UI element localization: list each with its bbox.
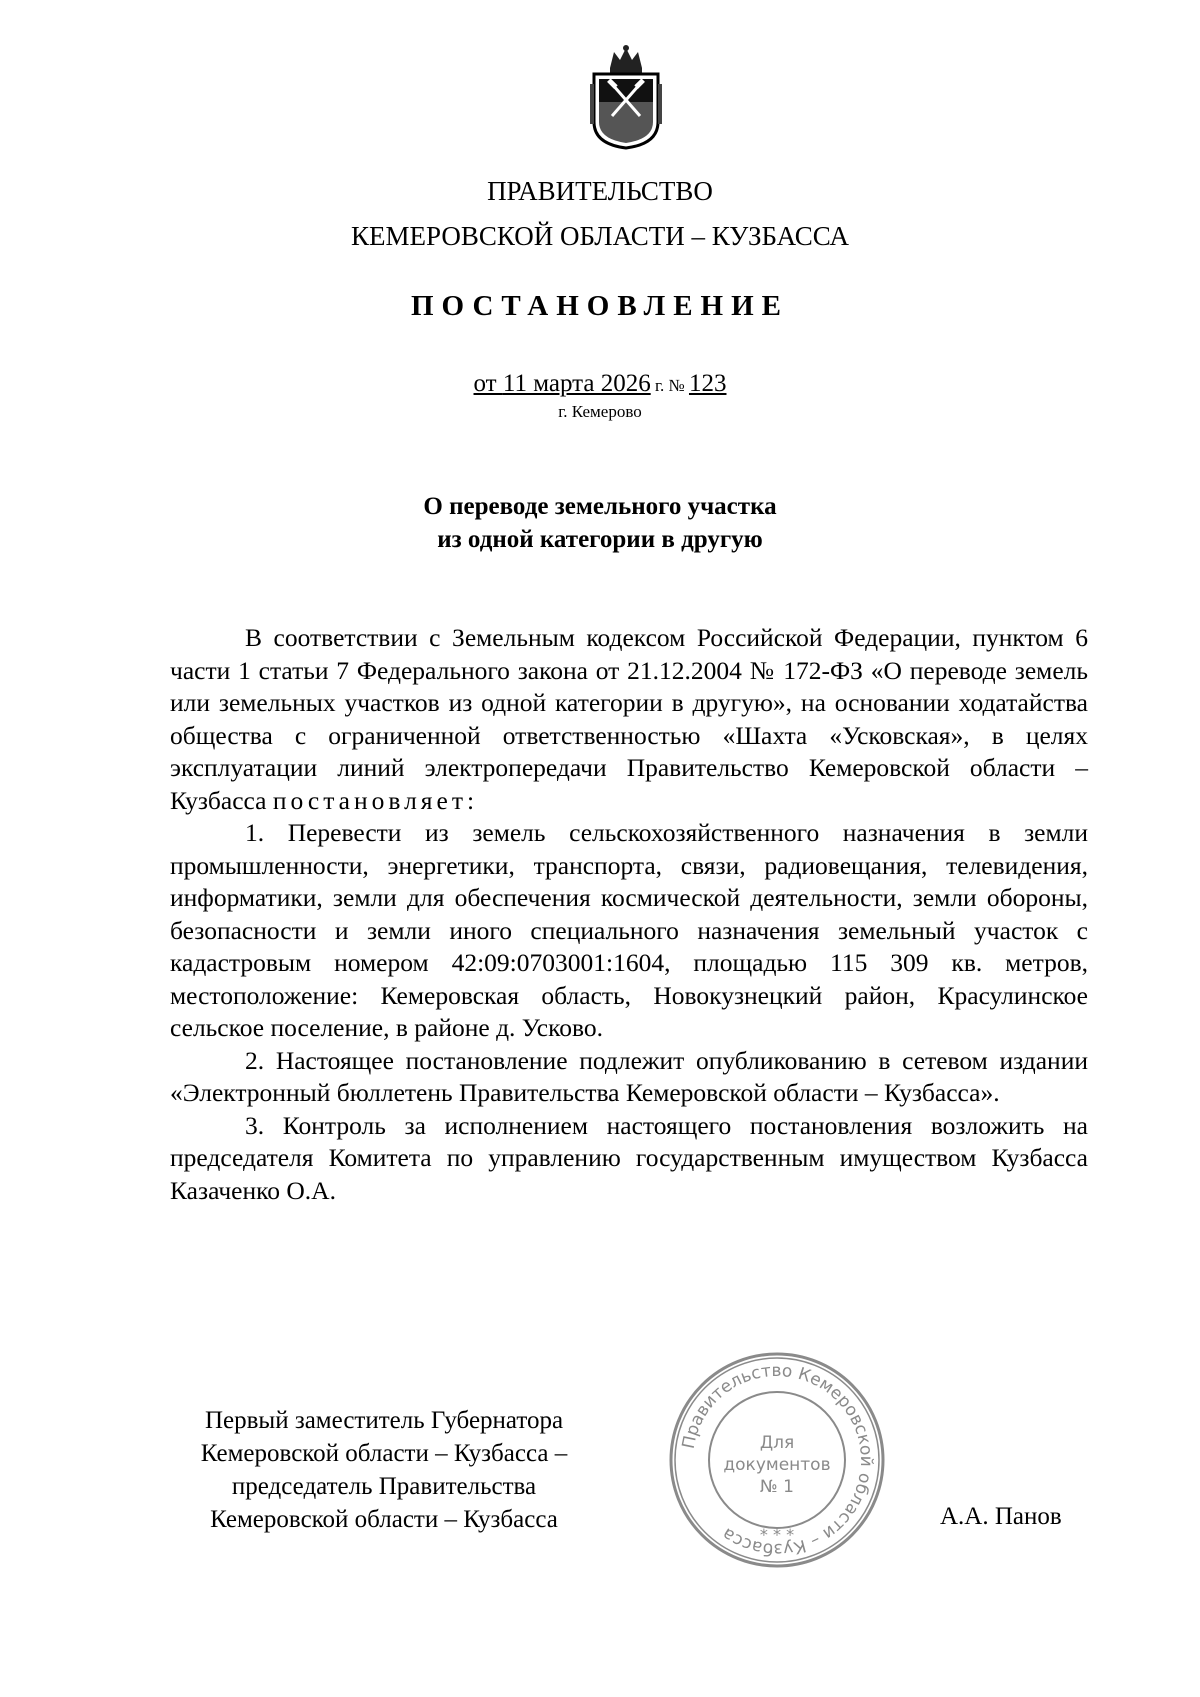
- item-3: 3. Контроль за исполнением настоящего постановления возложить на председателя Комитета по управлению государственным имуществом Кузбасса Казаченко О.А.: [170, 1110, 1088, 1205]
- date-number-line: [0, 370, 1200, 398]
- position-line2: Кемеровской области – Кузбасса –: [200, 1440, 568, 1467]
- position-line4: Кемеровской области – Кузбасса: [210, 1506, 558, 1533]
- position-line3: председатель Правительства: [231, 1473, 537, 1500]
- signatory-name: А.А. Панов: [940, 1503, 1062, 1530]
- preamble-text: В соответствии с Земельным кодексом Российской Федерации, пунктом 6 части 1 статьи 7 Федерального закона от 21.12.2004 № 172-ФЗ «О переводе земель или земельных участков из одной категории в другую», на основании ходатайства общества с ограниченной ответственностью «Шахта «Усковская», в целях эксплуатации линий электропередачи Правительство Кемеровской области – Кузбасса: [170, 623, 1088, 815]
- coat-of-arms-icon: [590, 44, 662, 150]
- year-number-label: г. №: [650, 376, 689, 395]
- signatory-position: [150, 1404, 618, 1536]
- subject-line2: из одной категории в другую: [437, 526, 763, 553]
- date-prefix: от: [473, 370, 503, 397]
- document-date: 11 марта 2026: [502, 370, 651, 397]
- org-name-line2: КЕМЕРОВСКОЙ ОБЛАСТИ – КУЗБАССА: [351, 221, 849, 251]
- position-line1: Первый заместитель Губернатора: [204, 1407, 564, 1434]
- stamp-ring-text: Правительство Кемеровской области – Кузбасса: [678, 1360, 877, 1560]
- decree-word: постановляет:: [272, 785, 479, 815]
- item-2: 2. Настоящее постановление подлежит опубликованию в сетевом издании «Электронный бюллетень Правительства Кемеровской области – Кузбасса».: [170, 1045, 1088, 1107]
- stamp-stars: * * *: [759, 1525, 795, 1544]
- official-stamp: [667, 1350, 887, 1570]
- org-name-line1: ПРАВИТЕЛЬСТВО: [487, 176, 713, 206]
- stamp-center-line2: документов: [723, 1455, 831, 1475]
- subject-line1: О переводе земельного участка: [423, 493, 777, 520]
- document-city: г. Кемерово: [558, 402, 642, 421]
- document-type: ПОСТАНОВЛЕНИЕ: [410, 290, 789, 322]
- document-subject: [0, 490, 1200, 556]
- document-body: [170, 622, 1088, 1207]
- stamp-center-line3: № 1: [760, 1477, 794, 1497]
- item-1: 1. Перевести из земель сельскохозяйственного назначения в земли промышленности, энергетики, транспорта, связи, радиовещания, телевидения, информатики, земли для обеспечения космической деятельности, земли обороны, безопасности и земли иного специального назначения земельный участок с кадастровым номером 42:09:0703001:1604, площадью 115 309 кв. метров, местоположение: Кемеровская область, Новокузнецкий район, Красулинское сельское поселение, в районе д. Усково.: [170, 818, 1088, 1042]
- stamp-center-line1: Для: [759, 1433, 795, 1453]
- preamble-paragraph: [170, 622, 1088, 817]
- document-number: 123: [688, 370, 727, 397]
